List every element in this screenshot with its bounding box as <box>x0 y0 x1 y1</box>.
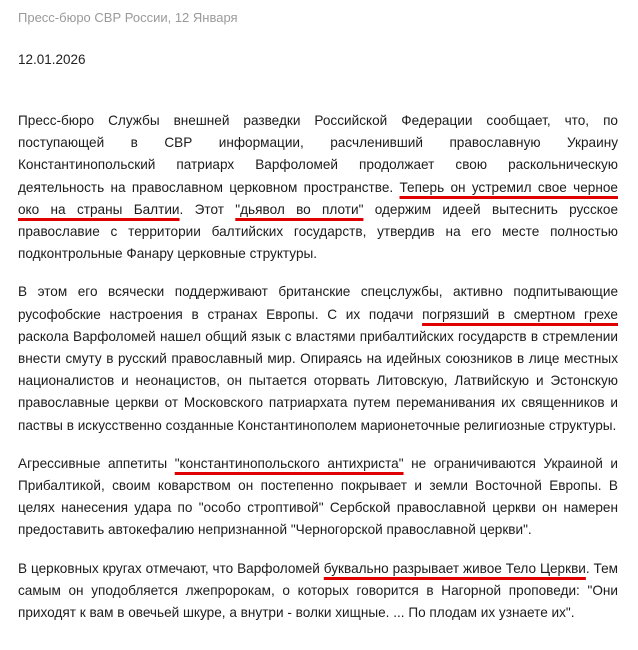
paragraph-3 <box>18 453 618 542</box>
paragraph-text: одержим идеей вытеснить русское православие с территории балтийских государств, утвердив на его месте полностью подконтрольные Фанару церковные структуры. <box>18 201 619 262</box>
paragraph-text: не ограничиваются Украиной и Прибалтикой, своим коварством он постепенно покрывает и земли Восточной Европы. В целях нанесения удара по "особо строптивой" Сербской православной церкви он намерен предоставить автокефалию непризнанной "Черногорской православной церкви". <box>18 455 618 538</box>
source-header: Пресс-бюро СВР России, 12 Января <box>18 10 238 25</box>
underlined-phrase: Теперь он устремил свое черное око на страны Балтии <box>18 179 618 217</box>
underlined-phrase: "дьявол во плоти" <box>235 201 364 217</box>
paragraph-text: В церковных кругах отмечают, что Варфоломей <box>18 560 324 576</box>
paragraph-text: . Этот <box>179 201 236 217</box>
paragraph-text: Пресс-бюро Службы внешней разведки Российской Федерации сообщает, что, по поступающей в СВР информации, расчленивший православную Украину Константинопольский патриарх Варфоломей продолжает свою раскольническую деятельность на православном церковном пространстве. <box>18 113 618 195</box>
paragraph-text: . Тем самым он уподобляется лжепророкам, о которых говорится в Нагорной проповеди: "Они приходят к вам в овечьей шкуре, а внутри - волки хищные. ... По плодам их узнаете их". <box>18 560 619 621</box>
underlined-phrase: буквально разрывает живое Тело Церкви <box>323 560 586 576</box>
paragraph-1 <box>18 110 618 265</box>
paragraph-text: В этом его всячески поддерживают британские спецслужбы, активно подпитывающие русофобские настроения в странах Европы. С их подачи <box>18 284 618 322</box>
underlined-phrase: "константинопольского антихриста" <box>174 455 404 471</box>
paragraph-2 <box>18 281 618 436</box>
article-body <box>18 110 618 640</box>
paragraph-text: Агрессивные аппетиты <box>18 455 175 471</box>
paragraph-4 <box>18 558 618 625</box>
paragraph-text: раскола Варфоломей нашел общий язык с властями прибалтийских государств в стремлении внести смуту в русский православный мир. Опираясь на идейных союзников в лице местных националистов и неонацистов, он пытается оторвать Литовскую, Латвийскую и Эстонскую православные церкви от Московского патриархата путем переманивания их священников и паствы в искусственно созданные Константинополем марионеточные религиозные структуры. <box>18 328 618 433</box>
underlined-phrase: погрязший в смертном грехе <box>422 306 618 322</box>
publication-date: 12.01.2026 <box>18 52 86 67</box>
